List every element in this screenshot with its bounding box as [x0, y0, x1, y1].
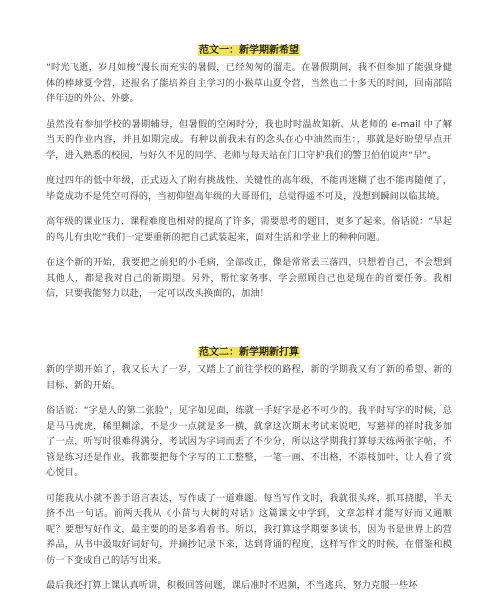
essay-2-title-text: 范文二：新学期新打算	[199, 347, 299, 358]
essay-2-paragraph: 俗话说：“字是人的第二张脸”，见字如见面，练就一手好字是必不可少的。我平时写字的时候，总是马马虎虎，稀里糊涂，不是少一点就是多一横，就拿这次期末考试来说吧，写慈祥的祥时我多加了一点，听写时很难得满分，考试因为字词而丢了不少分，所以这学期我打算每天练两张字帖，不管是练习还是作业，我都要把每个字写的工工整整，一笔一画、不出格，不添枝加叶，让人看了赏心悦目。	[46, 405, 452, 478]
essay-2-paragraph: 最后我还打算上课认真听讲，积极回答问题，课后准时不迟频，不当逃兵，努力克服一些坏	[46, 580, 418, 591]
essay-1-paragraph: 虽然没有参加学校的暑期辅导，但暑假的空闲时分，我也时时温故知新、从老师的 e-mail 中了解当天的作业内容，并且如期完成。有种以前我未有的念头在心中油然而生：，那就是好盼望早点开学，进入熟悉的校园，与好久不见的同学、老师与每天站在门口守护我们的警卫伯伯说声“早”。	[46, 118, 452, 161]
essay-1-paragraph: 度过四年的低中年级，正式迈入了附有挑战性、关键性的高年级，不能再迷糊了也不能再随便了，毕竟成功不是凭空可得的，当初仰望高年级的大哥哥们，总觉得遥不可及，没想到瞬间以临其境。	[46, 175, 452, 202]
essay-1	[46, 44, 452, 312]
essay-1-paragraph: 在这个新的开始，我要把之前犯的小毛病，全部改正，像是常常丢三落四，只想着自己，不会想到其他人，都是我对自己的新期望。另外，帮忙家务事、学会照顾自己也是现在的首要任务。我相信，只要我能努力以赴，一定可以改头换面的，加油！	[46, 257, 452, 299]
essay-2-paragraph: 新的学期开始了，我又长大了一岁，又踏上了前往学校的路程，新的学期我又有了新的希望、新的目标、新的开始。	[46, 364, 452, 391]
essay-1-title-text: 范文一：新学期新希望	[199, 45, 299, 56]
essay-1-paragraph: 高年级的课业压力、课程难度也相对的提高了许多，需要思考的题目，更多了起来。俗话说：“早起的鸟儿有虫吃”我们一定要重新的把自己武装起来，面对生活和学业上的种种问题。	[46, 216, 452, 243]
essay-1-paragraph: “时光飞逝，岁月如梭”漫长而充实的暑假，已经匆匆的溜走。在暑假期间，我不但参加了能强身健体的棒球夏令营，还报名了能培养自主学习的小猴草山夏令营，当然也二十多天的时间，回南部陪伴年迈的外公、外婆。	[46, 62, 452, 104]
essay-2	[46, 346, 452, 604]
essay-2-title	[46, 346, 452, 360]
essay-1-title	[46, 44, 452, 58]
essay-2-paragraph: 可能我从小就不善于语言表达，写作成了一道难题。每当写作文时，我就很头疼，抓耳挠腮，半天挤不出一句话。前两天我从《小苗与大树的对话》这篇课文中学到，文章怎样才能写好而又通顺呢？要想写好作文，最主要的的是多看看书。所以，我打算这学期要多读书，因为书是世界上的营养品，从书中汲取好词好句，并摘抄记录下来，达到背诵的程度，这样写作文的时候，在借鉴和模仿一下变成自己的话写出来。	[46, 492, 452, 566]
